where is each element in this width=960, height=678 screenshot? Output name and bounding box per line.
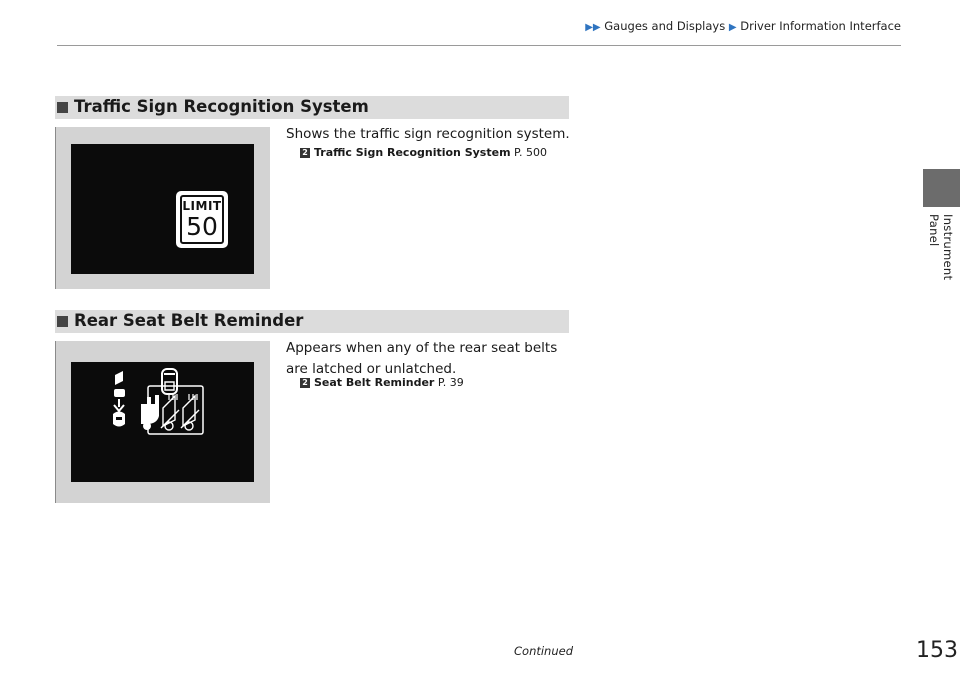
xref-page: P. 39: [437, 376, 464, 389]
display-screen: [71, 144, 254, 274]
section-description: Appears when any of the rear seat belts are latched or unlatched.: [286, 340, 558, 377]
xref-label: Seat Belt Reminder: [314, 376, 435, 389]
section-header-traffic-sign: [55, 96, 569, 119]
square-bullet-icon: [57, 316, 68, 327]
section-description: Shows the traffic sign recognition system.: [286, 126, 570, 142]
square-bullet-icon: [57, 102, 68, 113]
page-number: 153: [916, 638, 958, 663]
xref-page: P. 500: [514, 146, 547, 159]
chapter-tab[interactable]: [923, 169, 960, 207]
xref-link-traffic-sign[interactable]: [300, 146, 547, 159]
section-title: Traffic Sign Recognition System: [74, 97, 369, 116]
chapter-label: [927, 214, 955, 314]
display-screen: [71, 362, 254, 482]
triangle-right-icon: ▶▶: [585, 22, 601, 33]
header-rule: [57, 45, 901, 46]
speed-limit-sign-icon: [176, 191, 228, 248]
breadcrumb: [585, 19, 901, 33]
xref-link-seat-belt[interactable]: [300, 376, 464, 389]
rear-seat-belt-reminder-icon: [71, 362, 254, 482]
section-header-rear-seat-belt: [55, 310, 569, 333]
display-image-traffic-sign: [55, 127, 270, 289]
triangle-right-icon: ▶: [728, 22, 737, 33]
sign-limit-text: LIMIT: [182, 199, 222, 213]
reference-arrow-icon: 2: [300, 378, 310, 388]
section-title: Rear Seat Belt Reminder: [74, 311, 304, 330]
continued-label: Continued: [514, 644, 574, 658]
display-image-seat-belt: [55, 341, 270, 503]
breadcrumb-item-dii[interactable]: Driver Information Interface: [740, 19, 901, 33]
chapter-label-text: Instrument Panel: [927, 214, 955, 281]
sign-speed-value: 50: [186, 212, 218, 241]
breadcrumb-item-gauges[interactable]: Gauges and Displays: [604, 19, 726, 33]
xref-label: Traffic Sign Recognition System: [314, 146, 511, 159]
reference-arrow-icon: 2: [300, 148, 310, 158]
